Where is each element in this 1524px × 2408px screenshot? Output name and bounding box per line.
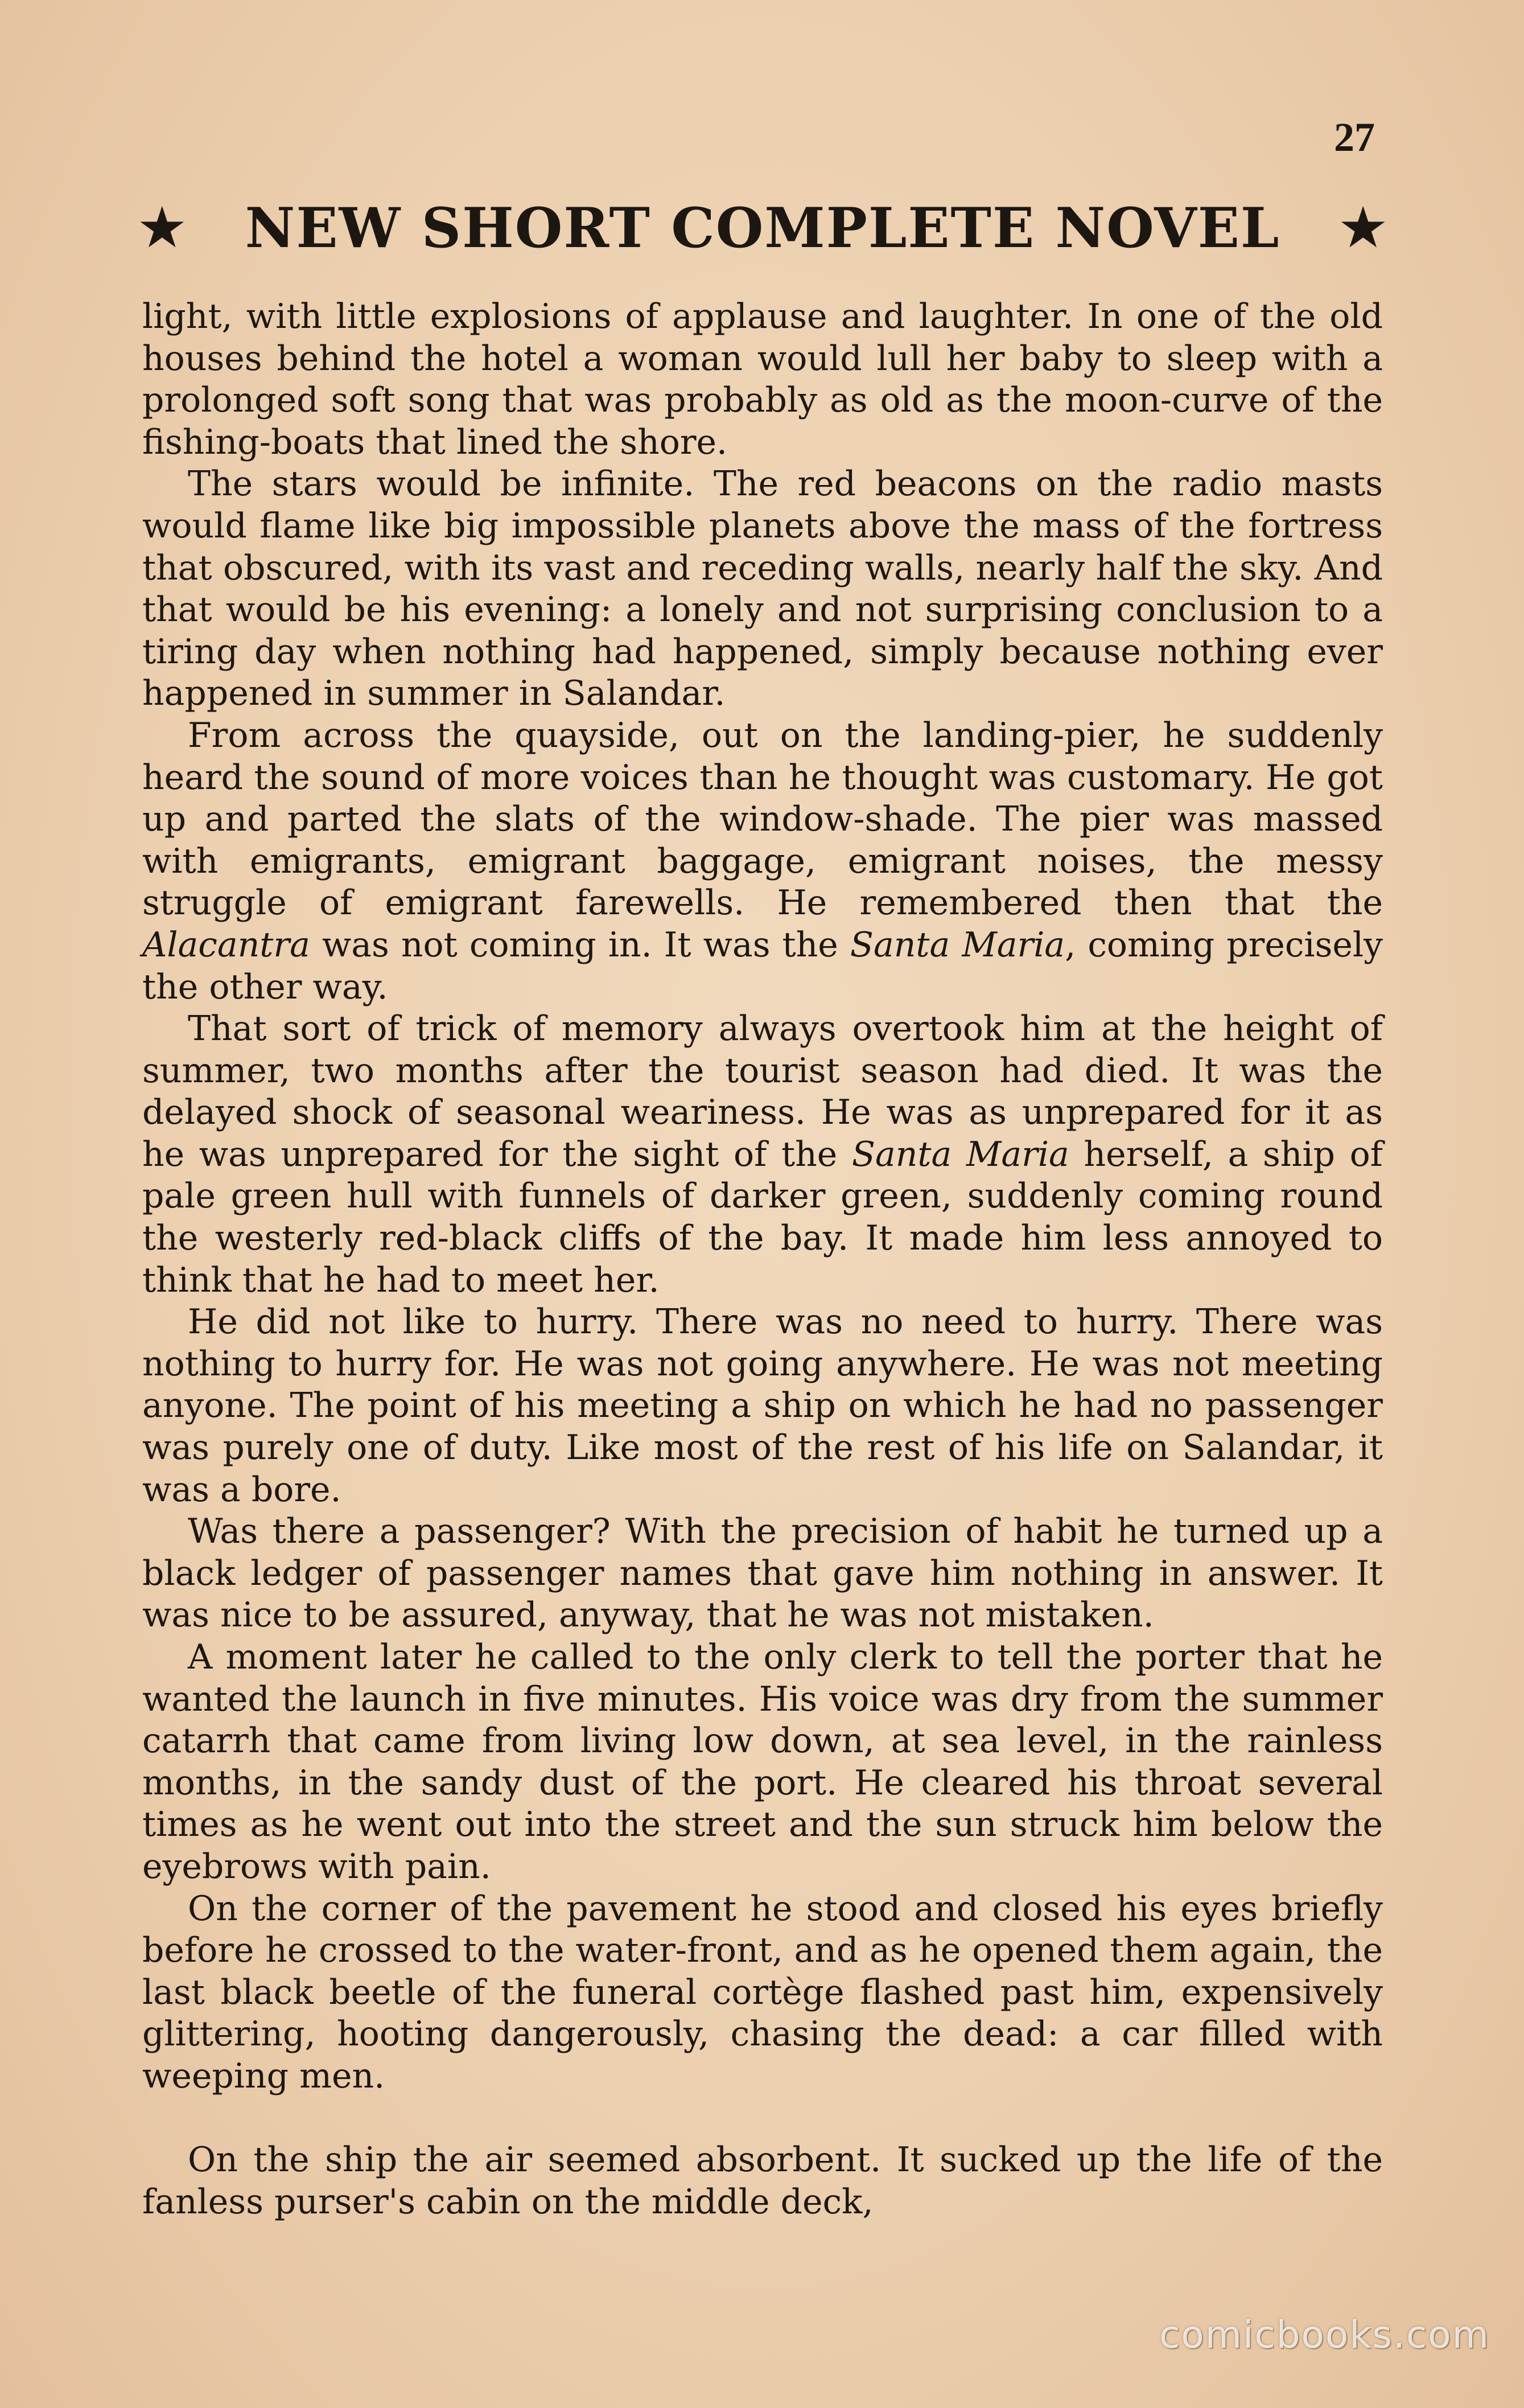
header-title: NEW SHORT COMPLETE NOVEL — [245, 195, 1280, 260]
page-number: 27 — [1334, 114, 1375, 160]
watermark: comicbooks.com — [1159, 2313, 1490, 2357]
paragraph-7: A moment later he called to the only clerk to tell the porter that he wanted the launch in five minutes. His voice was dry from the summer catarrh that came from living low down, at sea level, in the rainless months, in the sandy dust of the port. He cleared his throat several times as he went out into the street and the sun struck him below the eyebrows with pain. — [142, 1637, 1383, 1887]
ship-name-alacantra: Alacantra — [142, 924, 310, 965]
paragraph-1: light, with little explosions of applause and laughter. In one of the old houses behind the hotel a woman would lull her baby to sleep with a prolonged soft song that was probably as old as the moon-curve of the fishing-boats that lined the shore. — [142, 297, 1383, 462]
paragraph-4: That sort of trick of memory always overtook him at the height of summer, two months after the tourist season had died. It was the delayed shock of seasonal weariness. He was as unprepared for it as he was unprepared for the sight of the Santa Maria herself, a ship of pale green hull with funnels of darker green, suddenly coming round the westerly red-black cliffs of the bay. It made him less annoyed to think that he had to meet her. — [142, 1009, 1383, 1300]
paragraph-3: From across the quayside, out on the landing-pier, he suddenly heard the sound of more voices than he thought was customary. He got up and parted the slats of the window-shade. The pier was massed with emigrants, emigrant baggage, emigrant noises, the messy struggle of emigrant farewells. He remembered then that the Alacantra was not coming in. It was the Santa Maria, coming precisely the other way. — [142, 715, 1383, 1007]
section-header — [137, 191, 1389, 265]
ship-name-santa-maria: Santa Maria — [850, 924, 1065, 965]
paragraph-8: On the corner of the pavement he stood and closed his eyes briefly before he crossed to the water-front, and as he opened them again, the last black beetle of the funeral cortège flashed past him, expensively glittering, hooting dangerously, chasing the dead: a car filled with weeping men. — [142, 1888, 1383, 2096]
star-right-icon: ★ — [1337, 194, 1389, 261]
body-text — [142, 296, 1383, 2223]
paragraph-2: The stars would be infinite. The red beacons on the radio masts would flame like big impossible planets above the mass of the fortress that obscured, with its vast and receding walls, nearly half the sky. And that would be his evening: a lonely and not surprising conclusion to a tiring day when nothing had happened, simply because nothing ever happened in summer in Salandar. — [142, 464, 1383, 714]
paragraph-6: Was there a passenger? With the precision of habit he turned up a black ledger of passenger names that gave him nothing in answer. It was nice to be assured, anyway, that he was not mistaken. — [142, 1511, 1383, 1636]
star-left-icon: ★ — [137, 194, 188, 261]
ship-name-santa-maria: Santa Maria — [851, 1134, 1069, 1174]
paragraph-9: On the ship the air seemed absorbent. It sucked up the life of the fanless purser's cabin on the middle deck, — [142, 2140, 1383, 2222]
paragraph-5: He did not like to hurry. There was no need to hurry. There was nothing to hurry for. He was not going anywhere. He was not meeting anyone. The point of his meeting a ship on which he had no passenger was purely one of duty. Like most of the rest of his life on Salandar, it was a bore. — [142, 1302, 1383, 1510]
